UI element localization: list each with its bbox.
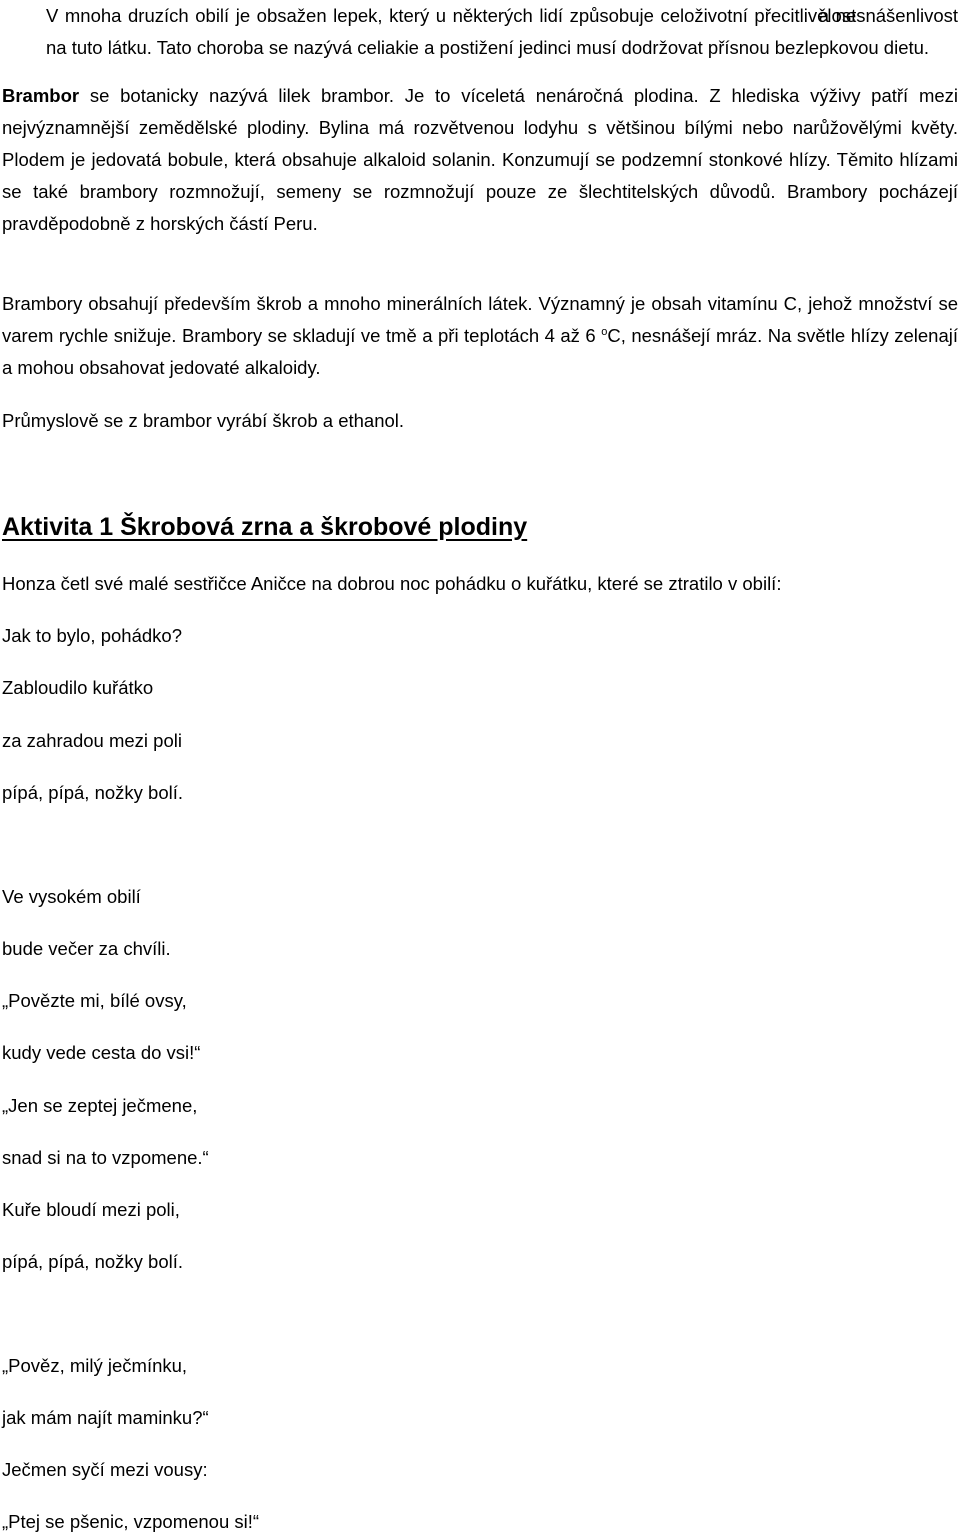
poem-line: kudy vede cesta do vsi!“ [2,1042,201,1063]
paragraph-potato-text: se botanicky nazývá lilek brambor. Je to víceletá nenáročná plodina. Z hlediska výživy patří mezi nejvýznamnější zemědělské plodiny. Bylina má rozvětvenou lodyhu s většinou bílými nebo narůžovělými květy. Plodem je jedovatá bobule, která obsahuje alkaloid solanin. Konzumují se podzemní stonkové hlízy. Těmito hlízami se také brambory rozmnožují, semeny se rozmnožují pouze ze šlechtitelských důvodů. Brambory pocházejí pravděpodobně z horských částí Peru. [2,85,958,234]
poem-line: Ve vysokém obilí [2,886,141,907]
poem-line: bude večer za chvíli. [2,938,171,959]
poem-line: Kuře bloudí mezi poli, [2,1199,180,1220]
potato-term: Brambor [2,85,80,106]
paragraph-industry: Průmyslově se z brambor vyrábí škrob a ethanol. [2,410,405,431]
poem-line: „Ptej se pšenic, vzpomenou si!“ [2,1511,260,1532]
poem-line: Zabloudilo kuřátko [2,677,154,698]
poem-line: Ječmen syčí mezi vousy: [2,1459,208,1480]
poem-line: pípá, pípá, nožky bolí. [2,1251,184,1272]
paragraph-potato [2,80,958,240]
paragraph-gluten-rest: a nesnášenlivost na tuto látku. Tato choroba se nazývá celiakie a postižení jedinci musí dodržovat přísnou bezlepkovou dietu. [46,5,959,58]
poem-line: jak mám najít maminku?“ [2,1407,209,1428]
paragraph-potato-nutrition: Brambory obsahují především škrob a mnoho minerálních látek. Významný je obsah vitamínu C, jehož množství se varem rychle snižuje. Brambory se skladují ve tmě a při teplotách 4 až 6 $^o$C, nesnášejí mráz. Na světle hlízy zelenají a mohou obsahovat jedovaté alkaloidy. [2,293,958,378]
poem-line: pípá, pípá, nožky bolí. [2,782,184,803]
activity-heading: Aktivita 1 Škrobová zrna a škrobové plodiny [2,513,528,541]
paragraph-gluten [46,0,958,64]
intro-text: Honza četl své malé sestřičce Aničce na dobrou noc pohádku o kuřátku, které se ztratilo v obilí: [2,573,782,594]
degree-sign: o [601,325,608,338]
poem-line: „Jen se zeptej ječmene, [2,1095,198,1116]
poem-line: Jak to bylo, pohádko? [2,625,182,646]
paragraph-gluten-first-line: V mnoha druzích obilí je obsažen lepek, který u některých lidí způsobuje celoživotní přecitlivělost [46,5,857,26]
poem-line: snad si na to vzpomene.“ [2,1147,209,1168]
poem-line: „Povězte mi, bílé ovsy, [2,990,187,1011]
poem-line: za zahradou mezi poli [2,730,182,751]
poem-line: „Pověz, milý ječmínku, [2,1355,188,1376]
